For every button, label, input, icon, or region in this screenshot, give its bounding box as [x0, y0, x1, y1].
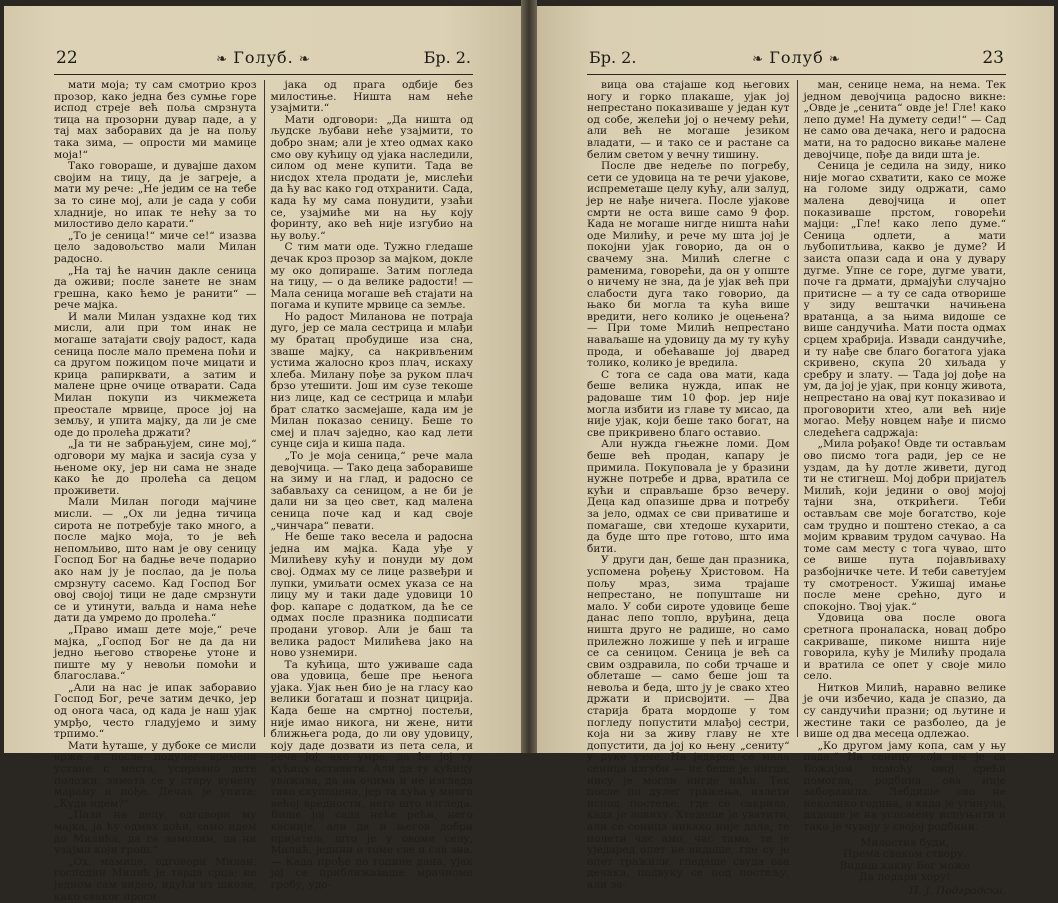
left-ornament-icon: ❧ [216, 52, 234, 67]
paragraph: У други дан, беше дан празника, успомена рођењу Христовом. На пољу мраз, зима трајаше непрестано, не попушташе ни мало. У соби сироте удовице беше данас лепо топло, вруђина, деца ништа друго не радише, но само прилежно ложише у пећ и играше се са сеницом. Сеница је већ са свим оздравила, по соби трчаше и облеташе — само беше још та невоља и беда, што ју је свако хтео држати и присвојити. — Два старија брата мордоше у том погледу попустити млађој сестри, која ни за живу главу не хте допустити, да јој ко њену „сениту“ у руке узме. На једаред се мала сеница изгуби — не беше је нигде, нису је могли нигде наћи. Тек после по дулег тражења, излети испод постеље, где се сакрила, када је ловиху. Хтедоше је уватити, али се сеница никако није дала, те полети час амо, час тамо, те је уједаред опет не видоше, где су је опет тражили, гледаше свуда ова дечака, подвуку се под постељу, али за- [587, 554, 790, 891]
left-issue-number: Бр. 2. [423, 48, 471, 67]
paragraph: Мати одговори: „Да ништа од људске љубави неће узајмити, то добро знам; али је хтео одмах како смо ову кућицу од ујака наследили, силом од мене купити. Тада ве нисдох хтела продати је, мислећи да ћу вас како год отхранити. Сада, када ћу му сама понудити, узаћи се, узајмиће ми на њу коју форинту, ако већ није изгубио на њу вољу.“ [270, 113, 473, 242]
paragraph: После две недеље по погребу, сети се удовица на те речи ујакове, испреметаше целу кућу, али залуд, јер не нађе ничега. После ујакове смрти не оста више само 9 фор. Када не могаше нигде ништа наћи оде Милићу, и рече му шта јој је покојни ујак говорио, да он о свачему зна. Милић слегне с раменима, говорећи, да он у опште о ничему не зна, да је ујак већ при слабости дуга тако говорио, да њако би могла та кућа више вредити, него колико је оцењена? — При томе Милић непрестано наваљаше на удовицу да му ту кућу прода, и обећаваше јој дваред толико, колико је вредила. [587, 160, 790, 370]
right-column-divider [797, 80, 798, 737]
closing-verse [804, 838, 1007, 898]
left-page-number: 22 [56, 48, 78, 68]
verse-line: Видиш какву Бог може [839, 859, 970, 872]
paragraph: вица ова стајаше код његових ногу и горко плакаше, ујак јој непрестано показиваше у један кут од собе, желећи јој о нечему рећи, али већ не могаше језиком владати, — и тако се и растане са белим светом у вечну тишину. [587, 79, 790, 161]
paragraph: „То је сеница!“ миче се!“ изазва цело задовољство мали Милан радосно. [54, 229, 257, 265]
paragraph: Сеница је седила на зиду, нико није могао схватити, како се може на голоме зиду одржати, само малена девојчица и опет показиваше прстом, говорећи мајци: „Гле! како лепо думе.“ Сеница одлети, а мати љубопитљива, какво је думе? И заиста опази сада и она у дувару дугме. Упне се горе, дугме увати, поче га дрмати, дрмајући случајно притисне — а ту се сада отворише у зиду вештачки начињена вратанца, а за њима видоше се више сандучића. Мати поста одмах срцем храбрија. Извади сандучиће, и ту нађе све благо богатога ујака скривено, скупа 20 хиљада у сребру и злату. — Тада јој дође на ум, да јој је ујак, при концу живота, непрестано на овај кут показивао и проговорити хтео, али већ није могао. Међу новцем нађе и писмо следећега садржаја: [803, 160, 1006, 439]
paragraph: ман, сенице нема, на нема. Тек једном девојчица радосно викне: „Овде је „сенита“ овде је! Гле! како лепо думе! На думету седи!“ — Сад не само ова дечака, него и радосна мати, на то радосно викање малене девојчице, пође да види шта је. [803, 79, 1006, 161]
paragraph: Не беше тако весела и радосна једна им мајка. Када уђе у Милићеву кућу и понуди му дом свој. Одмах му се лице развеђри и лупки, умиљати осмех указа се на лицу му и таки даде удовици 10 фор. капаре с додатком, да ће се одмах после празника подписати продани уговор. Али је баш та велика радост Милићева јако на ново узнемири. [270, 531, 473, 660]
right-page-number: 23 [982, 48, 1004, 68]
left-journal-title-wrap [56, 48, 471, 67]
right-issue-number: Бр. 2. [589, 48, 637, 67]
right-header-rule [587, 74, 1006, 75]
paragraph: С тога се сада ова мати, када беше велика нужда, ипак не радоваше тим 10 фор. јер није могла избити из главе ту мисао, да није ујак, који беше тако богат, на све прикривено благо оставио. [587, 368, 790, 439]
paragraph: Тако говораше, и дувајше дахом својим на тицу, да је загреје, а мати му рече: „Не једим се на тебе за то сине мој, али је сада у соби хладније, но ипак те нећу за то милостиво дело карати.“ [54, 160, 257, 231]
paragraph: „Али на нас је ипак заборавио Господ Бог, рече затим дечко, јер од онога часа, од када је наш ујак умрђо, често гладујемо и зиму трпимо.“ [54, 681, 257, 741]
paragraph: „Пази на децу, одговори му мајка, ја ћу одмах доћи, само идем до Милића, да га замолим, да ни узајми који грош.“ [54, 809, 257, 857]
paragraph: „Ох, мамице, одговори Милан, господин Милић је тврда срца; не једном сам видео, идући из школе, како сваког проси- [54, 855, 257, 903]
paragraph: Но радост Миланова не потраја дуго, јер се мала сестрица и млађи му братац пробудише иза сна, зваше мајку, са накривљеним устима жалосно кроз плач, искаху хлеба. Милану пође за руком плач брзо утешити. Још им сузе текоше низ лице, кад се сестрица и млађи брат слатко засмејаше, када им је Милан показао сеницу. Беше то смеј и плач заједно, као кад лети сунце сија и киша пада. [270, 310, 473, 451]
book-gutter [521, 0, 537, 753]
left-column-a [54, 79, 257, 903]
right-column-a [587, 79, 790, 891]
paragraph: „На тај ће начин дакле сеница да оживи; после занете не знам грешна, како ћемо је ранити“ — рече мајка. [54, 264, 257, 312]
paragraph: „Мила рођако! Овде ти остављам ово писмо тога ради, јер се не уздам, да ћу дотле живети, дугод ти не стигнеш. Мој добри пријатељ Милић, који једини о овој мојој тајни зна, открићеги. Теби остављам све моје богатство, које сам трудно и поштено стекао, а са мојим крвавим трудом сачувао. На томе сам месту с тога чувао, што се више пута појављиваху разбојничке чете. И теби саветујем ту смотреност. Ужишај имање после мене срећно, дуго и спокојно. Твој ујак.“ [803, 438, 1006, 613]
verse-line: Према сваком створу. [842, 848, 967, 861]
left-header-rule [54, 74, 473, 75]
left-column-b [270, 79, 474, 891]
paragraph: Мали Милан погоди мајчине мисли. — „Ох ли једна тичица сирота не потребује тако много, а после мајко моја, то је већ непомљиво, што нам је ову сеницу Господ Бог на бадње вече подарио ако нам ју је послао, да је поља смрзнуту сасемо. Кад Господ Бог овој својој тици не даде смрзнути се и утинути, ваљда и нама неће дати да умремо до пролећа.“ [54, 496, 257, 625]
verse-line: Да подари хору! [859, 871, 951, 884]
verse-line: Милостив буди, [860, 836, 950, 849]
right-page [537, 6, 1054, 897]
left-ornament-icon-2: ❧ [293, 52, 311, 67]
paragraph: С тим мати оде. Тужно гледаше дечак кроз прозор за мајком, докле му око допираше. Затим погледа на тицу, — о да велике радости! — Мала сеница могаше већ стајати на погама и купите мрвице са земље. [270, 241, 473, 312]
author-signature: П. Ј. Подградски. [909, 884, 1006, 897]
right-ornament-icon: ❧ [752, 52, 770, 67]
left-column-divider [264, 80, 265, 737]
left-page-header [56, 48, 471, 72]
left-page [4, 6, 521, 903]
paragraph: јака од прага одбије без милостиње. Ништа нам неће узајмити.“ [270, 79, 473, 115]
paragraph: Удовица ова после овога сретнога проналаска, новац добро сакриваше, пикоме ништа није говорила, кућу је Милићу продала и вратила се опет у своје мило село. [803, 612, 1006, 683]
paragraph: Та кућица, што уживаше сада ова удовица, беше пре њенога ујака. Ујак њен био је на гласу као велики богаташ и познат цицрија. Када беше на смртној постељи, није имао никога, ни жене, нити ближњега рода, до ли ову удовицу, коју даде дозвати из пета села, и рече јој, ако умре, да ће јој ту кућицу оставити. Али да ту кућицу уважава, да на очима и не изгледа тако скупоцена, јер та кућа у много већој вредности, него што изгледа. Више јој сада неће рећи, него касније, али да и његов добри пријатељ, што је у овоме селу, Милић, једини о томе све и сав зна. — Када прође по године дана, ујак јој се приближаваше мрачноме гробу, удо- [270, 658, 473, 891]
paragraph: мати моја; ту сам смотрио кроз прозор, како једна без сумње горе испод стреје већ поља смрзнута тица на прозорни дувар паде, а у тај мах заборавих да је на пољу така зима, — опрости ми мамице моја!“ [54, 79, 257, 161]
paragraph: Али нужда гњежне ломи. Дом беше већ продан, капару је примила. Покуповала је у бразини нужне потребе и дрва, вратила се кући и справљаше брзо вечеру. Деца кад опазише дрва и потребу за јело, одмах се сви приватише и помагаше, сви хтедоше кухарити, да буде што пре готово, што има бити. [587, 438, 790, 555]
right-columns [587, 79, 1006, 897]
right-column-b [803, 79, 1007, 897]
paragraph: „То је моја сеница,“ рече мала девојчица. — Тако деца заборавише на зиму и на глад, и радосно се забављаху са сеницом, а не би је дали ни за цео свет, кад малена сеница поче кад и кад своје „чинчара“ певати. [270, 450, 473, 532]
left-columns [54, 79, 473, 903]
paragraph: „Ја ти не забрањујем, сине мој,“ одговори му мајка и засија суза у њеноме оку, јер ни сама не знаде како ће до пролећа са децом проживети. [54, 438, 257, 497]
paragraph: Нитков Милић, наравно велике је очи избечио, када је спазио, да су сандучићи празни; од љутине и жестине таки се разболео, да је више од два месеца одлежао. [803, 681, 1006, 741]
right-ornament-icon-2: ❧ [823, 52, 841, 67]
paragraph: „Ко другом јаму копа, сам у њу пада.“ На сеницу која им је са Божијом помоћу овој срећи помогла, родбина ова није заборавила. Лебдише ово не неколико година, а када је угинула, дадоше је на успомену испуњити и тако је чувају у својој родбини. [803, 739, 1006, 833]
right-page-header [589, 48, 1004, 72]
left-journal-title: Голуб. [233, 48, 294, 67]
right-journal-title: Голуб [769, 48, 824, 67]
paragraph: И мали Милан уздахне код тих мисли, али при том инак не могаше затајати своју радост, када сеница после мало премена поћи и са другом пожицом поче мицати и крица рапирквати, а затим и малене црне очице отварати. Сада Милан покупи из чикмежета преостале мрвице, просе јој на земљу, и упита мајку, да ли је сме оде до пролећа држати? [54, 310, 257, 439]
paragraph: Мати ћуташе, у дубоке се мисли врже а после подулег времена устане с места, усправно дете положи, замота се у стару вунену мараму и пође. Дечак је упита: „Куда идем?“ [54, 739, 257, 810]
right-journal-title-wrap [589, 48, 1004, 67]
paragraph: „Право имаш дете моје,“ рече мајка, „Господ Бог не да да ни једно његово створење утоне и пиште му у невољи помоћи и благослава.“ [54, 623, 257, 683]
